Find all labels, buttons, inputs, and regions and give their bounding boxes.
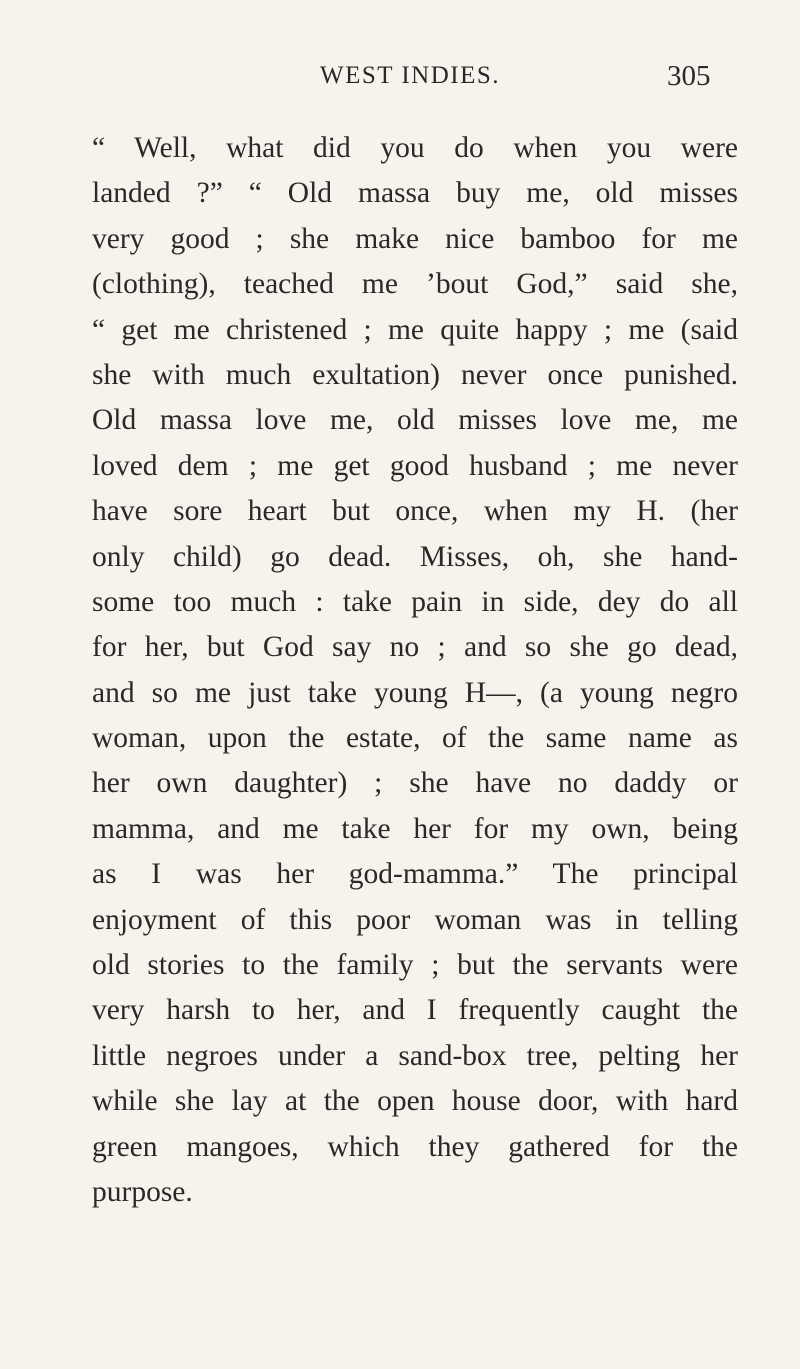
body-text [92,126,738,1215]
text-line: and so me just take young H—, (a young negro [92,676,738,709]
text-line: landed ?” “ Old massa buy me, old misses [92,177,738,210]
text-line: little negroes under a sand-box tree, pelting her [92,1039,738,1072]
running-header [0,60,800,92]
text-line-last: purpose. [92,1175,193,1208]
text-line: as I was her god-mamma.” The principal [92,858,738,891]
text-line: her own daughter) ; she have no daddy or [92,767,738,800]
text-line: “ Well, what did you do when you were [92,132,738,164]
text-line: for her, but God say no ; and so she go dead, [92,631,738,664]
text-line: “ get me christened ; me quite happy ; me (said [92,313,738,346]
text-line: enjoyment of this poor woman was in telling [92,903,738,936]
running-title: WEST INDIES. [320,62,501,89]
text-line: old stories to the family ; but the servants were [92,949,738,982]
text-line: very good ; she make nice bamboo for me [92,222,738,255]
text-line: Old massa love me, old misses love me, me [92,404,738,437]
text-line: she with much exultation) never once punished. [92,358,738,391]
text-line: mamma, and me take her for my own, being [92,812,738,845]
text-line: loved dem ; me get good husband ; me never [92,449,738,482]
text-line: some too much : take pain in side, dey do all [92,585,738,618]
text-line: have sore heart but once, when my H. (her [92,495,738,528]
text-line: green mangoes, which they gathered for the [92,1130,738,1163]
text-line: (clothing), teached me ’bout God,” said she, [92,268,738,301]
text-line: woman, upon the estate, of the same name as [92,722,738,755]
text-line: very harsh to her, and I frequently caught the [92,994,738,1027]
page-number: 305 [667,60,711,92]
text-line: only child) go dead. Misses, oh, she hand- [92,540,738,573]
text-line: while she lay at the open house door, with hard [92,1085,738,1118]
